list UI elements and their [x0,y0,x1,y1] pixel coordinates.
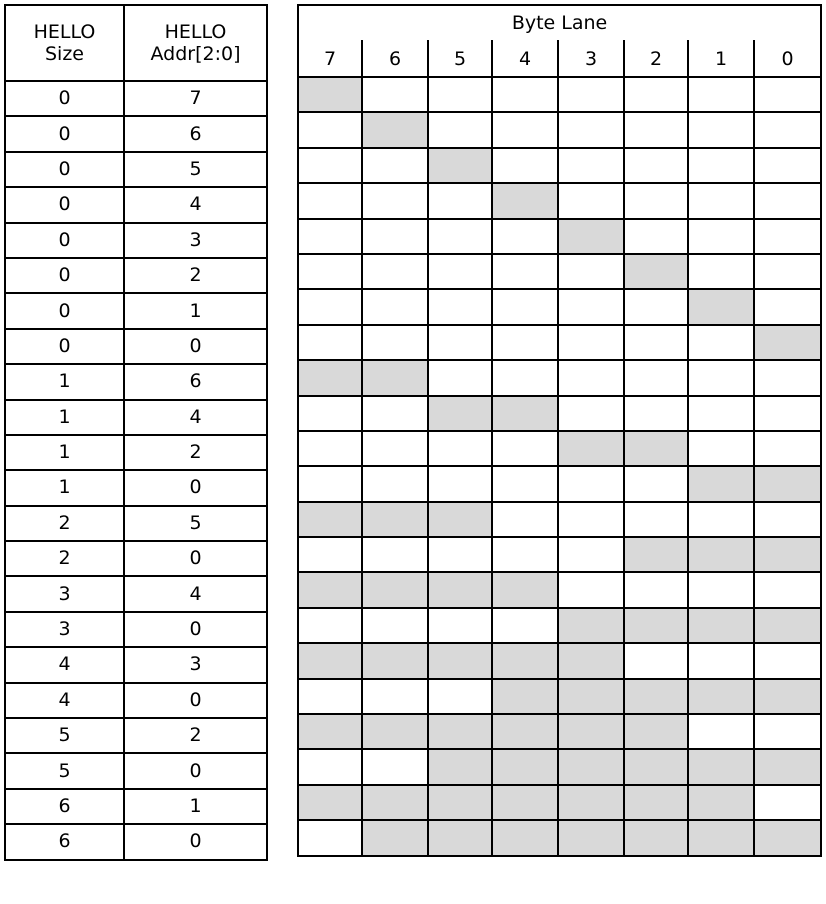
lane-cell-active [754,537,821,572]
addr-cell: 6 [124,116,267,151]
addr-cell: 4 [124,400,267,435]
size-cell: 6 [5,824,124,859]
lane-cell-active [688,466,754,501]
lane-cell-active [298,77,362,112]
lane-row [298,679,821,714]
table-row [5,753,267,788]
lane-cell-inactive [688,396,754,431]
lane-cell-inactive [362,537,428,572]
lane-cell-inactive [362,431,428,466]
lane-cell-inactive [298,396,362,431]
lane-cell-active [624,254,688,289]
lane-cell-active [298,643,362,678]
lane-cell-active [428,148,492,183]
lane-cell-inactive [298,148,362,183]
lane-cell-active [428,714,492,749]
lane-cell-active [492,785,558,820]
lane-row [298,219,821,254]
lane-cell-inactive [558,254,624,289]
lane-cell-inactive [492,608,558,643]
addr-cell: 0 [124,470,267,505]
lane-row [298,466,821,501]
lane-cell-inactive [624,325,688,360]
lane-row [298,537,821,572]
lane-cell-inactive [688,572,754,607]
lane-cell-active [428,749,492,784]
lane-row [298,502,821,537]
lane-cell-inactive [558,502,624,537]
lane-cell-inactive [688,502,754,537]
lane-row [298,289,821,324]
size-cell: 0 [5,223,124,258]
lane-cell-inactive [688,254,754,289]
lane-cell-inactive [428,77,492,112]
lane-cell-inactive [492,325,558,360]
lane-cell-inactive [688,431,754,466]
lane-cell-active [362,714,428,749]
lane-cell-active [362,572,428,607]
lane-cell-inactive [754,714,821,749]
lane-cell-inactive [298,537,362,572]
lane-cell-inactive [428,431,492,466]
lane-row [298,183,821,218]
addr-cell: 1 [124,293,267,328]
lane-cell-active [624,714,688,749]
lane-header-0: 0 [754,40,821,77]
lane-cell-inactive [492,537,558,572]
lane-row [298,714,821,749]
lane-cell-inactive [362,148,428,183]
addr-header-line1: HELLO [164,21,227,44]
addr-cell: 0 [124,541,267,576]
lane-cell-active [428,572,492,607]
lane-cell-inactive [754,148,821,183]
addr-cell: 0 [124,683,267,718]
lane-cell-active [492,643,558,678]
size-header-line1: HELLO [33,21,96,44]
addr-cell: 0 [124,612,267,647]
lane-cell-active [492,679,558,714]
size-cell: 5 [5,718,124,753]
lane-cell-active [558,749,624,784]
lane-cell-active [492,714,558,749]
size-cell: 4 [5,647,124,682]
lane-cell-active [688,537,754,572]
lane-cell-active [362,502,428,537]
lane-cell-active [688,749,754,784]
lane-cell-inactive [688,360,754,395]
lane-cell-active [558,608,624,643]
addr-cell: 5 [124,506,267,541]
lane-cell-inactive [754,112,821,147]
lane-cell-inactive [558,466,624,501]
lane-cell-active [754,749,821,784]
lane-cell-inactive [754,572,821,607]
lane-cell-inactive [624,183,688,218]
lane-row [298,148,821,183]
table-row [5,329,267,364]
lane-cell-inactive [492,112,558,147]
lane-cell-inactive [492,148,558,183]
lane-cell-active [624,679,688,714]
lane-cell-active [362,643,428,678]
lane-cell-active [428,396,492,431]
lane-cell-active [558,679,624,714]
addr-cell: 3 [124,223,267,258]
lane-cell-inactive [362,608,428,643]
table-row [5,789,267,824]
lane-cell-inactive [754,785,821,820]
lane-cell-inactive [298,112,362,147]
lane-cell-inactive [298,608,362,643]
lane-cell-inactive [688,219,754,254]
lane-cell-active [688,679,754,714]
lane-row [298,77,821,112]
lane-cell-active [754,679,821,714]
lane-cell-active [298,572,362,607]
size-cell: 4 [5,683,124,718]
lane-cell-inactive [558,325,624,360]
byte-lane-number-row [298,40,821,77]
lane-cell-inactive [492,77,558,112]
lane-cell-active [754,325,821,360]
left-table-body [5,81,267,860]
lane-cell-inactive [688,643,754,678]
lane-header-3: 3 [558,40,624,77]
lane-cell-inactive [492,502,558,537]
byte-lane-title: Byte Lane [298,5,821,40]
lane-cell-active [492,572,558,607]
lane-cell-active [428,785,492,820]
lane-cell-active [688,608,754,643]
lane-cell-inactive [362,219,428,254]
table-row [5,647,267,682]
left-header-row [5,5,267,81]
lane-cell-inactive [688,112,754,147]
lane-cell-active [362,360,428,395]
size-cell: 1 [5,435,124,470]
lane-cell-inactive [624,219,688,254]
lane-cell-active [754,608,821,643]
lane-cell-active [558,219,624,254]
table-row [5,364,267,399]
lane-cell-inactive [492,466,558,501]
lane-cell-active [492,820,558,855]
lane-row [298,254,821,289]
lane-cell-inactive [428,679,492,714]
table-row [5,293,267,328]
lane-cell-active [624,537,688,572]
lane-cell-inactive [558,572,624,607]
size-cell: 0 [5,329,124,364]
lane-cell-active [428,643,492,678]
table-row [5,116,267,151]
lane-cell-active [428,820,492,855]
size-cell: 2 [5,541,124,576]
lane-row [298,785,821,820]
lane-cell-inactive [362,749,428,784]
size-cell: 0 [5,152,124,187]
size-cell: 1 [5,400,124,435]
size-cell: 3 [5,576,124,611]
lane-cell-active [624,820,688,855]
table-row [5,187,267,222]
lane-header-4: 4 [492,40,558,77]
lane-cell-active [624,749,688,784]
lane-cell-inactive [428,289,492,324]
lane-cell-inactive [362,325,428,360]
table-row [5,258,267,293]
lane-cell-inactive [362,396,428,431]
byte-lane-body [298,77,821,856]
lane-cell-active [558,785,624,820]
table-row [5,612,267,647]
lane-cell-inactive [428,466,492,501]
lane-cell-active [298,714,362,749]
size-cell: 1 [5,470,124,505]
lane-cell-inactive [428,360,492,395]
lane-cell-inactive [428,112,492,147]
table-row [5,400,267,435]
addr-cell: 5 [124,152,267,187]
addr-cell: 4 [124,187,267,222]
lane-cell-inactive [428,325,492,360]
table-row [5,718,267,753]
table-row [5,683,267,718]
size-cell: 2 [5,506,124,541]
size-cell: 0 [5,187,124,222]
lane-cell-inactive [624,643,688,678]
size-cell: 3 [5,612,124,647]
lane-row [298,749,821,784]
table-row [5,223,267,258]
lane-cell-inactive [298,679,362,714]
lane-cell-inactive [754,502,821,537]
lane-cell-active [558,820,624,855]
lane-cell-active [624,608,688,643]
lane-header-7: 7 [298,40,362,77]
lane-cell-inactive [754,643,821,678]
lane-cell-active [558,643,624,678]
lane-cell-inactive [298,219,362,254]
addr-column-header [124,5,267,81]
lane-cell-inactive [624,112,688,147]
lane-cell-inactive [754,254,821,289]
lane-cell-active [558,714,624,749]
lane-cell-inactive [688,714,754,749]
size-cell: 0 [5,116,124,151]
lane-cell-inactive [558,183,624,218]
lane-cell-active [754,820,821,855]
lane-cell-inactive [298,183,362,218]
lane-cell-inactive [362,77,428,112]
lane-cell-inactive [298,325,362,360]
lane-cell-inactive [688,325,754,360]
lane-cell-inactive [362,289,428,324]
lane-cell-inactive [492,289,558,324]
lane-cell-inactive [754,77,821,112]
lane-cell-inactive [298,254,362,289]
lane-cell-active [362,112,428,147]
lane-cell-inactive [754,396,821,431]
addr-cell: 0 [124,329,267,364]
lane-cell-inactive [298,289,362,324]
lane-cell-inactive [492,431,558,466]
lane-header-2: 2 [624,40,688,77]
lane-cell-inactive [298,431,362,466]
lane-cell-inactive [688,77,754,112]
table-row [5,824,267,859]
lane-row [298,112,821,147]
lane-cell-inactive [492,254,558,289]
lane-cell-inactive [362,679,428,714]
lane-cell-active [428,502,492,537]
addr-cell: 4 [124,576,267,611]
size-cell: 0 [5,258,124,293]
table-row [5,152,267,187]
addr-cell: 2 [124,258,267,293]
table-row [5,576,267,611]
lane-row [298,643,821,678]
lane-cell-inactive [624,360,688,395]
size-header-line2: Size [44,43,84,65]
lane-cell-active [362,785,428,820]
lane-header-1: 1 [688,40,754,77]
lane-cell-inactive [492,360,558,395]
lane-cell-inactive [558,396,624,431]
lane-cell-active [298,360,362,395]
lane-cell-inactive [428,608,492,643]
lane-cell-inactive [558,289,624,324]
lane-cell-inactive [754,183,821,218]
lane-row [298,325,821,360]
lane-cell-inactive [298,466,362,501]
hello-size-addr-table [4,4,268,861]
lane-cell-inactive [754,431,821,466]
size-cell: 6 [5,789,124,824]
lane-cell-inactive [492,219,558,254]
lane-cell-active [298,502,362,537]
lane-header-6: 6 [362,40,428,77]
lane-cell-active [624,785,688,820]
lane-cell-inactive [362,254,428,289]
lane-cell-inactive [624,502,688,537]
lane-cell-active [558,431,624,466]
lane-cell-inactive [428,537,492,572]
lane-cell-active [754,466,821,501]
lane-cell-inactive [754,289,821,324]
table-row [5,470,267,505]
addr-cell: 6 [124,364,267,399]
lane-cell-active [624,431,688,466]
lane-cell-inactive [558,112,624,147]
size-cell: 1 [5,364,124,399]
addr-cell: 7 [124,81,267,116]
lane-cell-active [362,820,428,855]
lane-cell-inactive [298,749,362,784]
table-row [5,81,267,116]
lane-row [298,360,821,395]
lane-cell-inactive [428,254,492,289]
addr-cell: 1 [124,789,267,824]
size-cell: 5 [5,753,124,788]
lane-row [298,572,821,607]
table-row [5,435,267,470]
addr-cell: 2 [124,718,267,753]
table-row [5,506,267,541]
lane-cell-inactive [624,572,688,607]
lane-cell-inactive [624,289,688,324]
lane-cell-inactive [754,219,821,254]
lane-row [298,431,821,466]
lane-cell-inactive [558,360,624,395]
lane-cell-inactive [624,148,688,183]
lane-cell-active [492,749,558,784]
lane-cell-inactive [624,466,688,501]
lane-row [298,396,821,431]
lane-cell-inactive [754,360,821,395]
addr-cell: 0 [124,753,267,788]
byte-lane-table [297,4,822,857]
lane-cell-inactive [428,219,492,254]
byte-lane-title-row [298,5,821,40]
lane-cell-inactive [362,183,428,218]
lane-cell-inactive [428,183,492,218]
size-cell: 0 [5,81,124,116]
lane-cell-inactive [558,148,624,183]
lane-cell-inactive [624,396,688,431]
size-cell: 0 [5,293,124,328]
lane-cell-active [298,785,362,820]
lane-cell-active [688,785,754,820]
lane-cell-active [492,183,558,218]
lane-cell-inactive [558,77,624,112]
addr-cell: 0 [124,824,267,859]
addr-header-line2: Addr[2:0] [150,43,241,65]
lane-cell-inactive [298,820,362,855]
lane-cell-inactive [624,77,688,112]
table-row [5,541,267,576]
lane-cell-active [492,396,558,431]
addr-cell: 3 [124,647,267,682]
lane-cell-inactive [362,466,428,501]
addr-cell: 2 [124,435,267,470]
lane-cell-inactive [558,537,624,572]
lane-header-5: 5 [428,40,492,77]
lane-cell-inactive [688,148,754,183]
lane-cell-active [688,820,754,855]
lane-cell-inactive [688,183,754,218]
lane-row [298,820,821,855]
size-column-header [5,5,124,81]
lane-cell-active [688,289,754,324]
lane-row [298,608,821,643]
